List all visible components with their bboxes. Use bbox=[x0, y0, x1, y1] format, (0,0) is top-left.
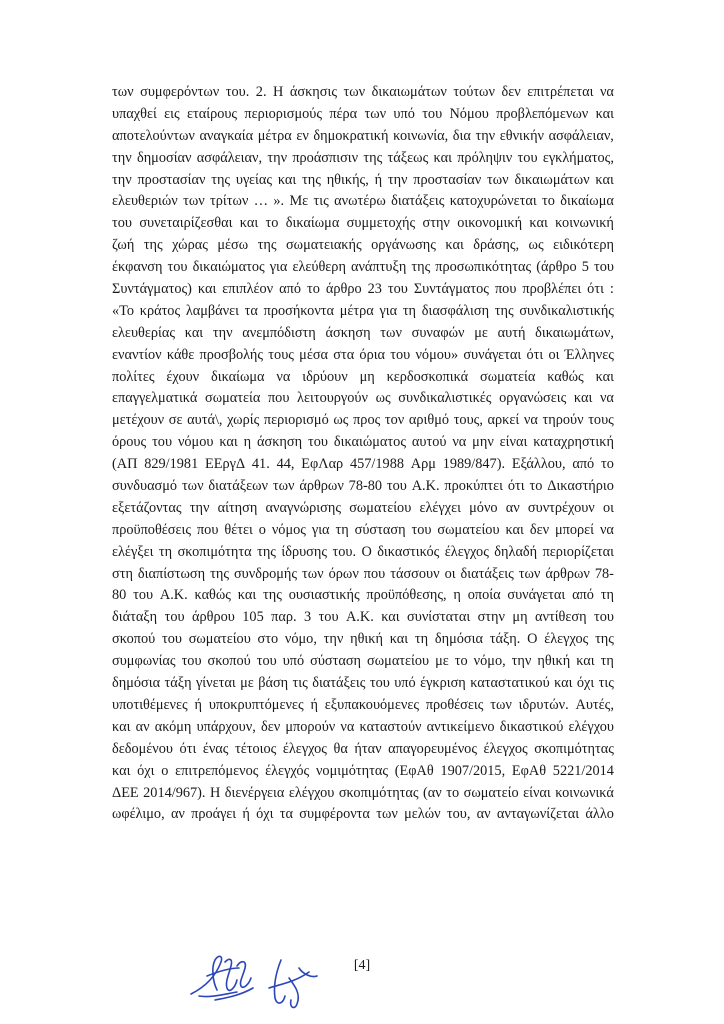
text-line: (ΑΠ 829/1981 ΕΕργΔ 41. 44, ΕφΛαρ 457/1988 Αρμ 1989/847). Εξάλλου, από το bbox=[112, 456, 614, 473]
text-line: επαγγελματικά σωματεία που λειτουργούν ως συνδικαλιστικές οργανώσεις και να bbox=[112, 390, 614, 407]
text-line: υπαχθεί εις εταίρους περιορισμούς πέρα των υπό του Νόμου προβλεπόμενων και bbox=[112, 105, 614, 122]
text-line: ΔΕΕ 2014/967). Η διενέργεια ελέγχου σκοπιμότητας (αν το σωματείο είναι κοινωνικά bbox=[112, 784, 614, 801]
text-line: 80 του Α.Κ. καθώς και της ουσιαστικής προϋπόθεσης, η οποία συνάγεται από τη bbox=[112, 587, 614, 604]
text-line: των συμφερόντων του. 2. Η άσκησις των δικαιωμάτων τούτων δεν επιτρέπεται να bbox=[112, 84, 614, 100]
text-line: Συντάγματος) και επιπλέον από το άρθρο 23 του Συντάγματος που προβλέπει ότι : bbox=[112, 281, 614, 298]
text-line: δεδομένου ότι ένας τέτοιος έλεγχος θα ήταν απαγορευμένος έλεγχος σκοπιμότητας bbox=[112, 740, 614, 757]
signature-1 bbox=[191, 956, 253, 1000]
body-text bbox=[112, 82, 614, 826]
text-line: σκοπού του σωματείου στο νόμο, την ηθική και τη δημόσια τάξη. Ο έλεγχος της bbox=[112, 631, 614, 648]
text-line: έκφανση του δικαιώματος για ελεύθερη ανάπτυξη της προσωπικότητας (άρθρο 5 του bbox=[112, 259, 614, 276]
text-line: και όχι ο επιτρεπόμενος έλεγχός νομιμότητας (ΕφΑθ 1907/2015, ΕφΑθ 5221/2014 bbox=[112, 762, 614, 779]
signature-2 bbox=[269, 960, 317, 1007]
text-line: εναντίον κάθε προσβολής τους μέσα στα όρια του νόμου» συνάγεται ότι οι Έλληνες bbox=[112, 346, 614, 363]
text-line: διάταξη του άρθρου 105 παρ. 3 του Α.Κ. και συνίσταται στην μη αντίθεση του bbox=[112, 609, 614, 626]
text-line: αποτελούντων αναγκαία μέτρα εν δημοκρατική κοινωνία, δια την εθνικήν ασφάλειαν, bbox=[112, 127, 614, 144]
text-line: υποτιθέμενες ή υποκρυπτόμενες ή εξυπακουόμενες προθέσεις των ιδρυτών. Αυτές, bbox=[112, 696, 614, 713]
text-line: εξετάζοντας την αίτηση αναγνώρισης σωματείου ελέγχει μόνο αν συντρέχουν οι bbox=[112, 499, 614, 516]
text-line: ελέγξει τη σκοπιμότητα της ίδρυσης του. Ο δικαστικός έλεγχος δηλαδή περιορίζεται bbox=[112, 543, 614, 560]
handwritten-signatures bbox=[185, 948, 325, 1014]
text-line: ελευθεριών των τρίτων … ». Με τις ανωτέρω διατάξεις κατοχυρώνεται το δικαίωμα bbox=[112, 193, 614, 210]
text-line: συμφωνίας του σκοπού του υπό σύσταση σωματείου με το νόμο, την ηθική και τη bbox=[112, 653, 614, 670]
text-line: «Το κράτος λαμβάνει τα προσήκοντα μέτρα για τη διασφάλιση της συνδικαλιστικής bbox=[112, 302, 614, 319]
page-number: [4] bbox=[353, 958, 371, 973]
text-line: μετέχουν σε αυτά\, χωρίς περιορισμό ως προς τον αριθμό τους, αρκεί να τηρούν τους bbox=[112, 412, 614, 429]
text-line: ελευθερίας και την ανεμπόδιστη άσκηση των συναφών με αυτή δικαιωμάτων, bbox=[112, 324, 614, 341]
text-line: στη διαπίστωση της συνδρομής των όρων που τάσσουν οι διατάξεις των άρθρων 78- bbox=[112, 565, 614, 582]
text-line: συνδυασμό των διατάξεων των άρθρων 78-80 του Α.Κ. προκύπτει ότι το Δικαστήριο bbox=[112, 478, 614, 495]
text-line: πολίτες έχουν δικαίωμα να ιδρύουν μη κερδοσκοπικά σωματεία καθώς και bbox=[112, 368, 614, 385]
text-line: ωφέλιμο, αν προάγει ή όχι τα συμφέροντα των μελών του, αν ανταγωνίζεται άλλο bbox=[112, 806, 614, 823]
text-line: την προστασίαν της υγείας και της ηθικής, ή την προστασίαν των δικαιωμάτων και bbox=[112, 171, 614, 188]
text-line: και αν ακόμη υπάρχουν, δεν μπορούν να καταστούν αντικείμενο δικαστικού ελέγχου bbox=[112, 718, 614, 735]
text-line: του συνεταιρίζεσθαι και το δικαίωμα συμμετοχής στην οικονομική και κοινωνική bbox=[112, 215, 614, 232]
text-line: δημόσια τάξη γίνεται με βάση τις διατάξεις του υπό έγκριση καταστατικού και όχι τις bbox=[112, 675, 614, 692]
text-line: προϋποθέσεις που θέτει ο νόμος για τη σύσταση του σωματείου και δεν μπορεί να bbox=[112, 521, 614, 538]
text-line: ζωή της χώρας μέσω της σωματειακής οργάνωσης και δράσης, ως ειδικότερη bbox=[112, 237, 614, 254]
text-line: όρους του νόμου και η άσκηση του δικαιώματος αυτού να μην είναι καταχρηστική bbox=[112, 434, 614, 451]
text-line: την δημοσίαν ασφάλειαν, την προάσπισιν της τάξεως και πρόληψιν του εγκλήματος, bbox=[112, 149, 614, 166]
